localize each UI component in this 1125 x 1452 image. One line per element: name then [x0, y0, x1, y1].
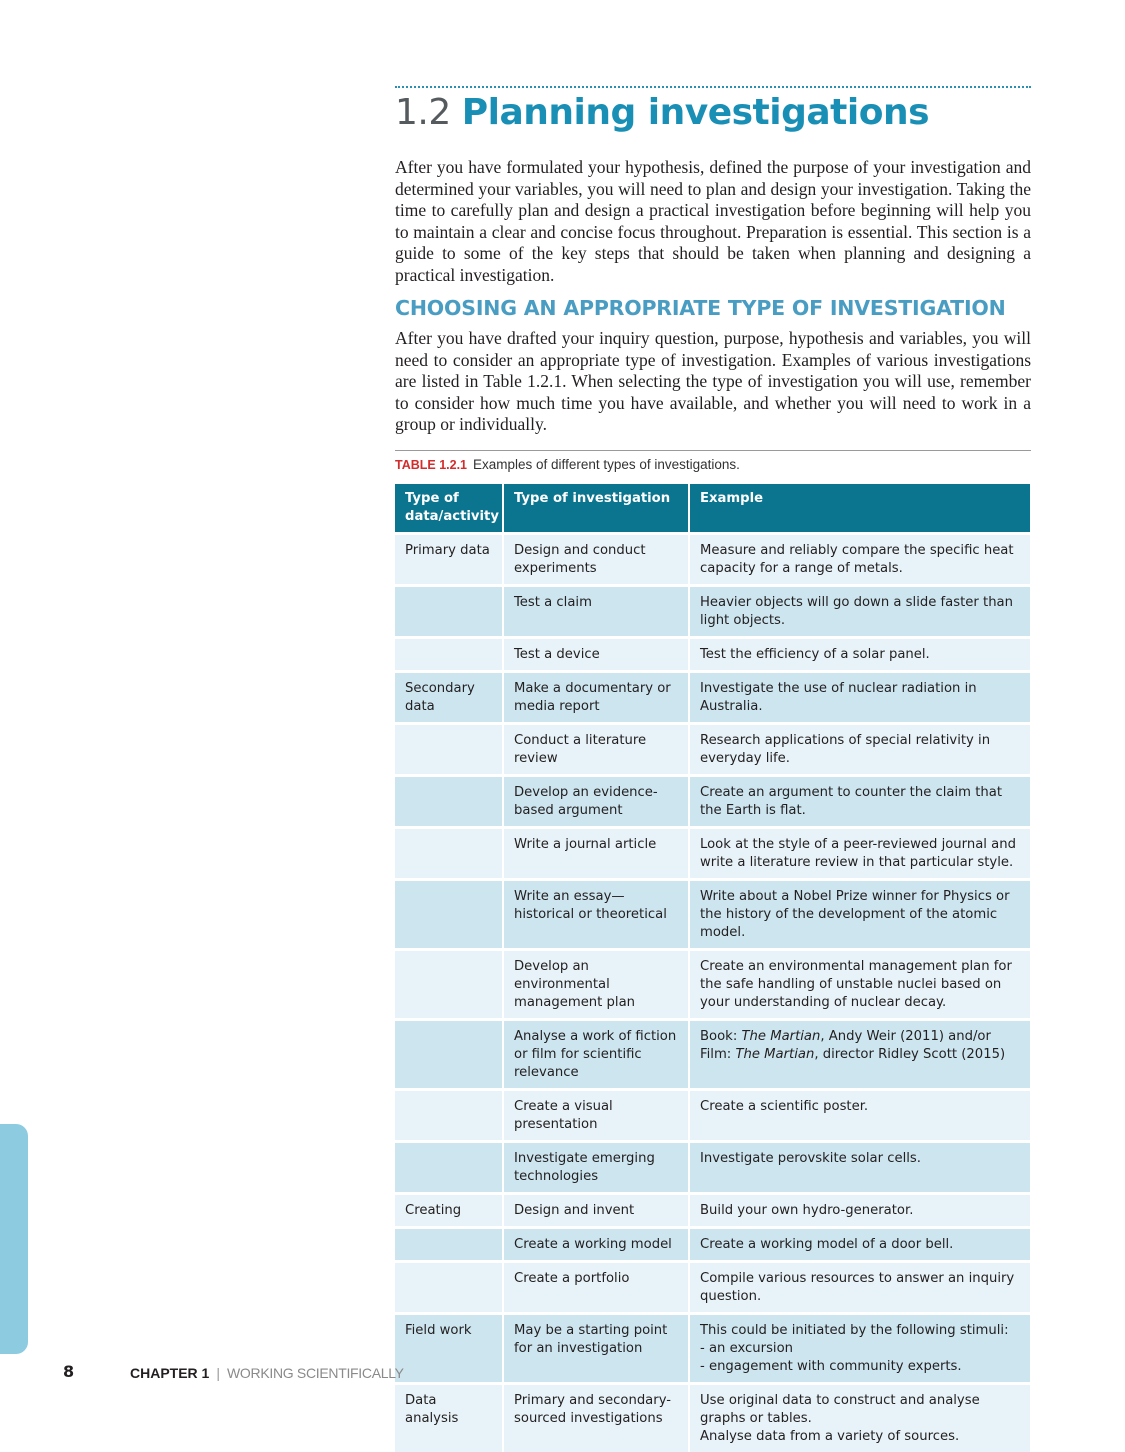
cell-data-type [395, 1020, 503, 1090]
investigations-table [395, 484, 1030, 1452]
cell-investigation: May be a starting point for an investigation [503, 1314, 689, 1384]
header-type-of-data: Type of data/activity [395, 484, 503, 534]
table-row [395, 1142, 1030, 1194]
cell-data-type: Data analysis [395, 1384, 503, 1452]
table-row [395, 1384, 1030, 1452]
cell-example: Create a scientific poster. [689, 1090, 1030, 1142]
cell-example: Use original data to construct and analyse graphs or tables. Analyse data from a variety of sources. [689, 1384, 1030, 1452]
cell-example: Write about a Nobel Prize winner for Physics or the history of the development of the atomic model. [689, 880, 1030, 950]
footer-chapter-title: WORKING SCIENTIFICALLY [227, 1365, 404, 1381]
cell-example: Investigate the use of nuclear radiation in Australia. [689, 672, 1030, 724]
cell-data-type: Creating [395, 1194, 503, 1228]
table-row [395, 950, 1030, 1020]
table-caption-label: TABLE 1.2.1 [395, 458, 467, 472]
cell-investigation: Write a journal article [503, 828, 689, 880]
title-italic: The Martian [741, 1029, 820, 1044]
title-italic: The Martian [735, 1047, 814, 1062]
cell-investigation: Write an essay—historical or theoretical [503, 880, 689, 950]
cell-investigation: Create a visual presentation [503, 1090, 689, 1142]
cell-investigation: Make a documentary or media report [503, 672, 689, 724]
cell-example: Investigate perovskite solar cells. [689, 1142, 1030, 1194]
table-row [395, 1314, 1030, 1384]
table-row [395, 586, 1030, 638]
table-row [395, 1090, 1030, 1142]
cell-example: Look at the style of a peer-reviewed journal and write a literature review in that particular style. [689, 828, 1030, 880]
cell-data-type [395, 828, 503, 880]
cell-investigation: Test a claim [503, 586, 689, 638]
section-divider [395, 86, 1031, 88]
page-number: 8 [63, 1362, 74, 1381]
table-row [395, 1194, 1030, 1228]
choosing-paragraph: After you have drafted your inquiry question, purpose, hypothesis and variables, you will need to consider an appropriate type of investigation. Examples of various investigations are listed in Table 1.2.1. When selecting the type of investigation you will use, remember to consider how much time you have available, and whether you will need to work in a group or individually. [395, 328, 1031, 436]
cell-investigation: Develop an evidence-based argument [503, 776, 689, 828]
table-row [395, 638, 1030, 672]
cell-data-type [395, 776, 503, 828]
side-chapter-tab [0, 1124, 28, 1354]
cell-data-type [395, 638, 503, 672]
table-caption-text: Examples of different types of investigations. [473, 457, 740, 472]
table-header-row [395, 484, 1030, 534]
cell-data-type [395, 724, 503, 776]
header-type-of-investigation: Type of investigation [503, 484, 689, 534]
cell-example: Create an argument to counter the claim that the Earth is flat. [689, 776, 1030, 828]
cell-example: Compile various resources to answer an inquiry question. [689, 1262, 1030, 1314]
cell-investigation: Analyse a work of fiction or film for scientific relevance [503, 1020, 689, 1090]
table-row [395, 776, 1030, 828]
cell-data-type [395, 586, 503, 638]
table-row [395, 880, 1030, 950]
cell-data-type [395, 950, 503, 1020]
cell-data-type [395, 1262, 503, 1314]
header-example: Example [689, 484, 1030, 534]
cell-investigation: Test a device [503, 638, 689, 672]
cell-example: Book: The Martian, Andy Weir (2011) and/or Film: The Martian, director Ridley Scott (2015) [689, 1020, 1030, 1090]
cell-data-type: Field work [395, 1314, 503, 1384]
cell-example: This could be initiated by the following stimuli: - an excursion - engagement with community experts. [689, 1314, 1030, 1384]
cell-investigation: Conduct a literature review [503, 724, 689, 776]
cell-data-type [395, 1142, 503, 1194]
table-row [395, 1228, 1030, 1262]
cell-data-type: Primary data [395, 534, 503, 586]
cell-data-type [395, 880, 503, 950]
caption-rule [395, 450, 1031, 451]
cell-investigation: Design and conduct experiments [503, 534, 689, 586]
cell-investigation: Develop an environmental management plan [503, 950, 689, 1020]
cell-investigation: Primary and secondary-sourced investigations [503, 1384, 689, 1452]
table-row [395, 672, 1030, 724]
table-body [395, 534, 1030, 1452]
intro-paragraph: After you have formulated your hypothesis, defined the purpose of your investigation and determined your variables, you will need to plan and design your investigation. Taking the time to carefully plan and design a practical investigation before beginning will help you to maintain a clear and concise focus throughout. Preparation is essential. This section is a guide to some of the key steps that should be taken when planning and designing a practical investigation. [395, 157, 1031, 287]
table-row [395, 1020, 1030, 1090]
cell-example: Research applications of special relativity in everyday life. [689, 724, 1030, 776]
footer-chapter-label: CHAPTER 1 [130, 1365, 209, 1381]
cell-example: Heavier objects will go down a slide faster than light objects. [689, 586, 1030, 638]
table-caption [395, 457, 740, 472]
footer-separator: | [216, 1365, 220, 1381]
footer-chapter [130, 1365, 404, 1381]
cell-example: Create a working model of a door bell. [689, 1228, 1030, 1262]
cell-example: Build your own hydro-generator. [689, 1194, 1030, 1228]
cell-investigation: Investigate emerging technologies [503, 1142, 689, 1194]
table-row [395, 1262, 1030, 1314]
cell-example: Create an environmental management plan for the safe handling of unstable nuclei based on your understanding of nuclear decay. [689, 950, 1030, 1020]
section-heading [395, 92, 929, 133]
investigations-table-wrapper [395, 484, 1030, 1452]
table-row [395, 724, 1030, 776]
section-title: Planning investigations [462, 92, 929, 133]
cell-investigation: Create a working model [503, 1228, 689, 1262]
cell-data-type [395, 1090, 503, 1142]
cell-data-type [395, 1228, 503, 1262]
cell-investigation: Design and invent [503, 1194, 689, 1228]
cell-example: Measure and reliably compare the specific heat capacity for a range of metals. [689, 534, 1030, 586]
table-row [395, 534, 1030, 586]
table-row [395, 828, 1030, 880]
cell-investigation: Create a portfolio [503, 1262, 689, 1314]
cell-data-type: Secondary data [395, 672, 503, 724]
subheading-choosing: CHOOSING AN APPROPRIATE TYPE OF INVESTIGATION [395, 296, 1006, 320]
cell-example: Test the efficiency of a solar panel. [689, 638, 1030, 672]
section-number: 1.2 [395, 92, 451, 133]
